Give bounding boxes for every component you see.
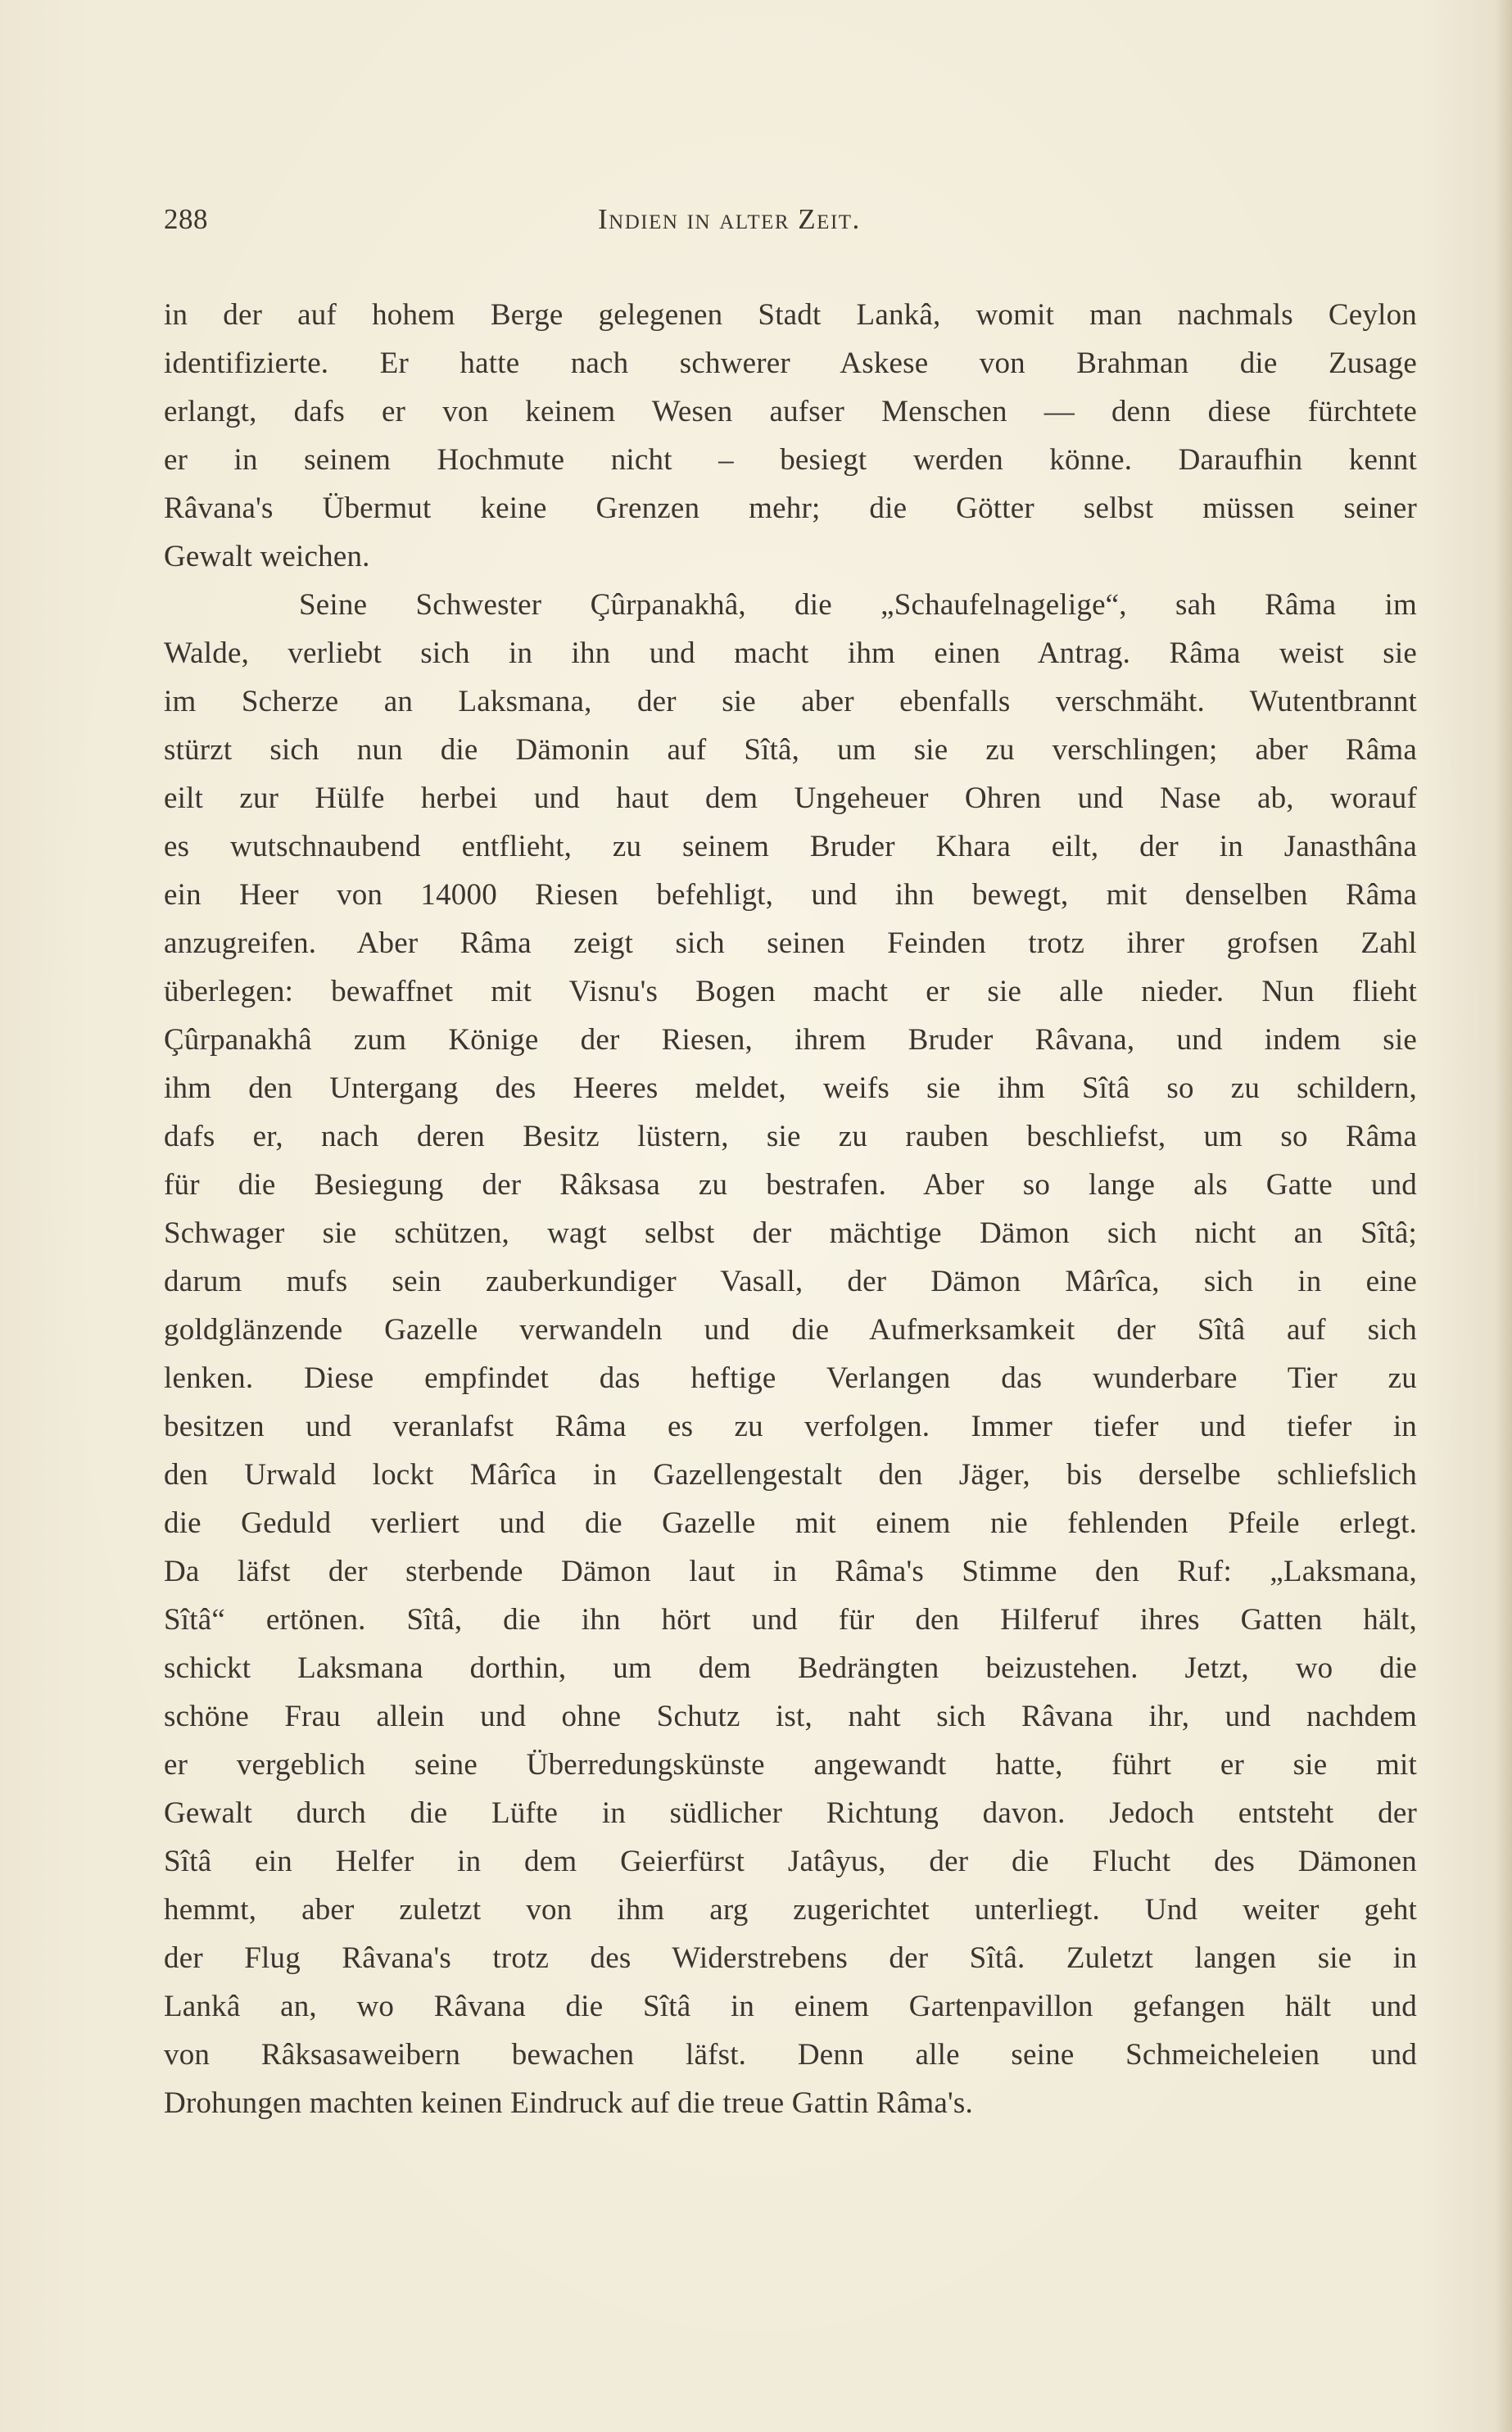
text-line: es wutschnaubend entflieht, zu seinem Bruder Khara eilt, der in Janasthâna — [164, 830, 1417, 863]
text-line: Çûrpanakhâ zum Könige der Riesen, ihrem Bruder Râvana, und indem sie — [164, 1023, 1417, 1057]
text-line: Da läfst der sterbende Dämon laut in Râma's Stimme den Ruf: „Laksmana, — [164, 1555, 1417, 1588]
text-line: schöne Frau allein und ohne Schutz ist, naht sich Râvana ihr, und nachdem — [164, 1700, 1417, 1733]
text-line: Drohungen machten keinen Eindruck auf die treue Gattin Râma's. — [164, 2086, 973, 2120]
text-line: Râvana's Übermut keine Grenzen mehr; die Götter selbst müssen seiner — [164, 491, 1417, 525]
text-line: eilt zur Hülfe herbei und haut dem Ungeheuer Ohren und Nase ab, worauf — [164, 781, 1417, 815]
text-line: Sîtâ ein Helfer in dem Geierfürst Jatâyus, der die Flucht des Dämonen — [164, 1845, 1417, 1878]
text-line: Sîtâ“ ertönen. Sîtâ, die ihn hört und für den Hilferuf ihres Gatten hält, — [164, 1603, 1417, 1637]
text-line: die Geduld verliert und die Gazelle mit einem nie fehlenden Pfeile erlegt. — [164, 1506, 1417, 1540]
text-line: Lankâ an, wo Râvana die Sîtâ in einem Gartenpavillon gefangen hält und — [164, 1990, 1417, 2023]
text-line: dafs er, nach deren Besitz lüstern, sie zu rauben beschliefst, um so Râma — [164, 1120, 1417, 1153]
text-line: Gewalt weichen. — [164, 540, 370, 573]
page-number: 288 — [164, 203, 208, 235]
text-line: goldglänzende Gazelle verwandeln und die Aufmerksamkeit der Sîtâ auf sich — [164, 1313, 1417, 1347]
text-line: darum mufs sein zauberkundiger Vasall, der Dämon Mârîca, sich in eine — [164, 1265, 1417, 1298]
page-header — [164, 203, 1417, 249]
text-line: im Scherze an Laksmana, der sie aber ebenfalls verschmäht. Wutentbrannt — [164, 685, 1417, 718]
text-line: schickt Laksmana dorthin, um dem Bedrängten beizustehen. Jetzt, wo die — [164, 1651, 1417, 1685]
text-line: hemmt, aber zuletzt von ihm arg zugerichtet unterliegt. Und weiter geht — [164, 1893, 1417, 1927]
text-line: Walde, verliebt sich in ihn und macht ihm einen Antrag. Râma weist sie — [164, 636, 1417, 670]
text-line: von Râksasaweibern bewachen läfst. Denn alle seine Schmeicheleien und — [164, 2038, 1417, 2072]
text-line: lenken. Diese empfindet das heftige Verlangen das wunderbare Tier zu — [164, 1361, 1417, 1395]
page-edge-shadow — [1496, 0, 1512, 2432]
text-line: der Flug Râvana's trotz des Widerstrebens der Sîtâ. Zuletzt langen sie in — [164, 1941, 1417, 1975]
body-text — [164, 291, 1417, 2127]
text-line: Schwager sie schützen, wagt selbst der mächtige Dämon sich nicht an Sîtâ; — [164, 1216, 1417, 1250]
text-line: Seine Schwester Çûrpanakhâ, die „Schaufelnagelige“, sah Râma im — [299, 588, 1417, 622]
running-head: Indien in alter Zeit. — [598, 203, 861, 235]
text-line: er in seinem Hochmute nicht – besiegt werden könne. Daraufhin kennt — [164, 443, 1417, 477]
text-line: anzugreifen. Aber Râma zeigt sich seinen Feinden trotz ihrer grofsen Zahl — [164, 926, 1417, 960]
text-line: für die Besiegung der Râksasa zu bestrafen. Aber so lange als Gatte und — [164, 1168, 1417, 1202]
text-line: identifizierte. Er hatte nach schwerer Askese von Brahman die Zusage — [164, 346, 1417, 380]
text-line: ein Heer von 14000 Riesen befehligt, und ihn bewegt, mit denselben Râma — [164, 878, 1417, 912]
text-line: den Urwald lockt Mârîca in Gazellengestalt den Jäger, bis derselbe schliefslich — [164, 1458, 1417, 1492]
text-line: erlangt, dafs er von keinem Wesen aufser Menschen — denn diese fürchtete — [164, 395, 1417, 428]
text-line: er vergeblich seine Überredungskünste angewandt hatte, führt er sie mit — [164, 1748, 1417, 1782]
text-line: besitzen und veranlafst Râma es zu verfolgen. Immer tiefer und tiefer in — [164, 1410, 1417, 1443]
text-line: in der auf hohem Berge gelegenen Stadt Lankâ, womit man nachmals Ceylon — [164, 298, 1417, 332]
text-line: ihm den Untergang des Heeres meldet, weifs sie ihm Sîtâ so zu schildern, — [164, 1071, 1417, 1105]
text-line: Gewalt durch die Lüfte in südlicher Richtung davon. Jedoch entsteht der — [164, 1796, 1417, 1830]
text-line: überlegen: bewaffnet mit Visnu's Bogen macht er sie alle nieder. Nun flieht — [164, 975, 1417, 1008]
text-line: stürzt sich nun die Dämonin auf Sîtâ, um sie zu verschlingen; aber Râma — [164, 733, 1417, 767]
